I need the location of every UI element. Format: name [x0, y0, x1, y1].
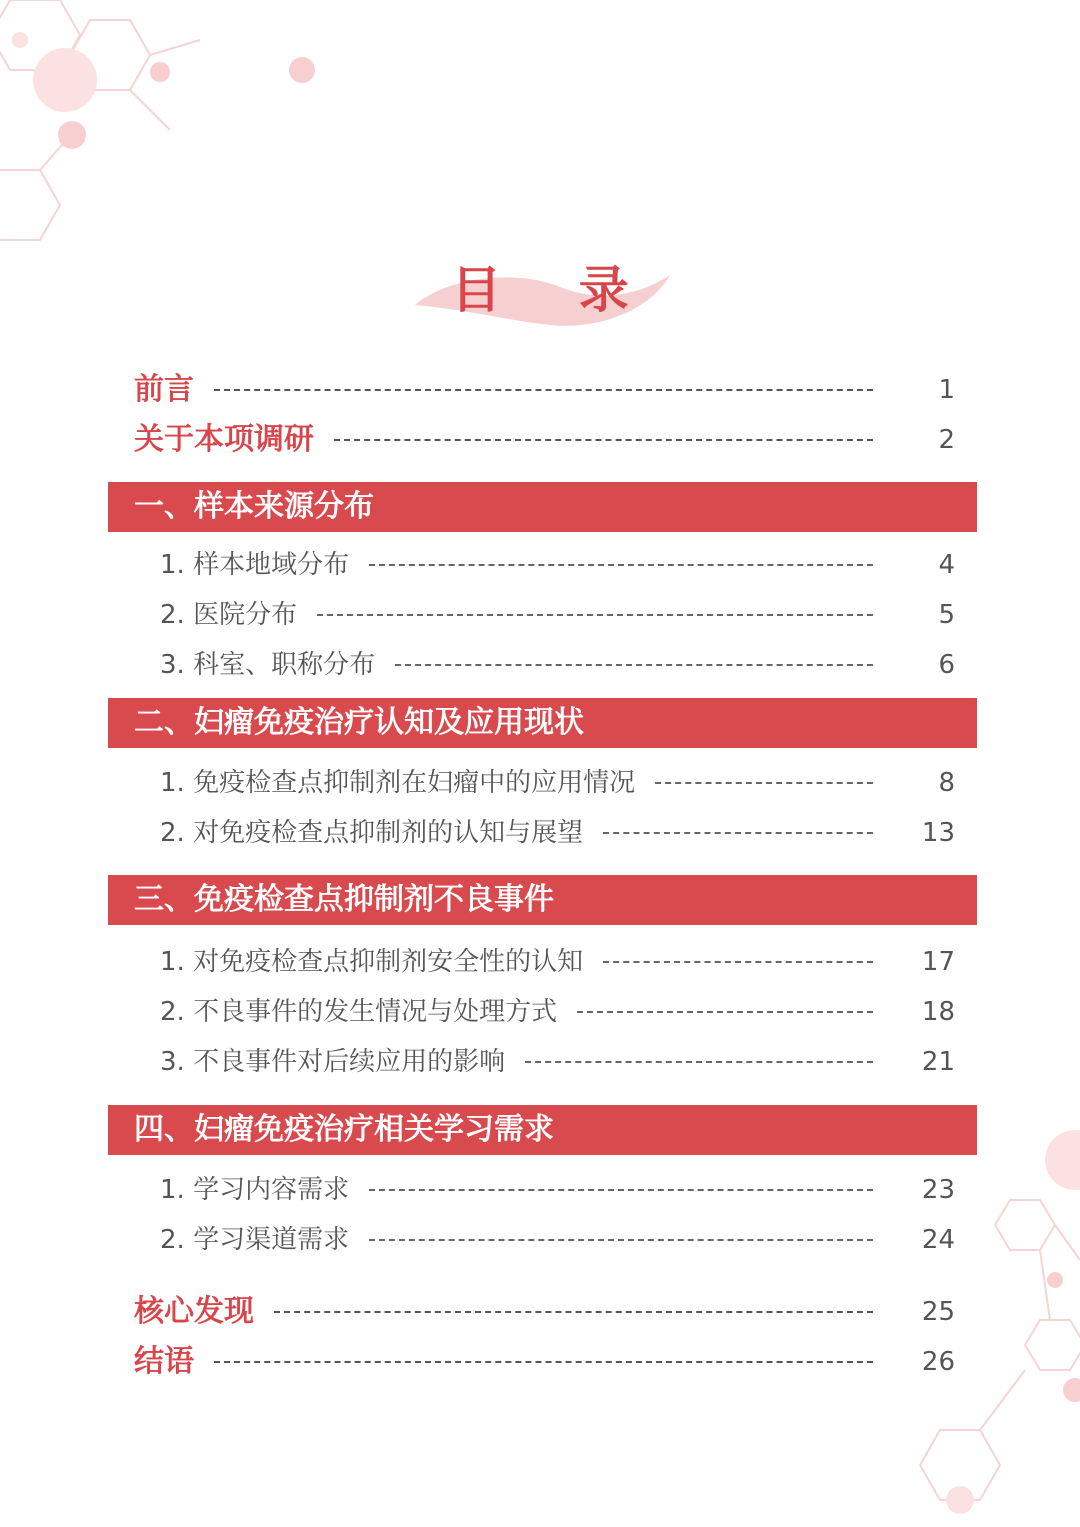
toc-leader-dots [334, 439, 873, 441]
toc-entry[interactable] [0, 365, 1080, 415]
toc-leader-dots [369, 1189, 873, 1191]
toc-sub-entry[interactable] [0, 640, 1080, 690]
toc-entry-label: 1. 样本地域分布 [160, 550, 350, 580]
toc-section-header[interactable]: 三、免疫检查点抑制剂不良事件 [108, 875, 977, 925]
toc-page-number: 18 [921, 997, 955, 1027]
toc-page-number: 23 [921, 1175, 955, 1205]
toc-section-header[interactable]: 二、妇瘤免疫治疗认知及应用现状 [108, 698, 977, 748]
toc-entry-label: 2. 不良事件的发生情况与处理方式 [160, 997, 558, 1027]
toc-sub-entry[interactable] [0, 758, 1080, 808]
toc-leader-dots [214, 1361, 873, 1363]
toc-leader-dots [274, 1311, 873, 1313]
toc-entry-label: 关于本项调研 [134, 422, 314, 457]
toc-sub-entry[interactable] [0, 540, 1080, 590]
toc-leader-dots [655, 782, 873, 784]
toc-page-number: 26 [921, 1347, 955, 1377]
toc-entry-label: 核心发现 [134, 1294, 254, 1329]
toc-page-number: 17 [921, 947, 955, 977]
toc-page-number: 1 [938, 375, 955, 405]
toc-sub-entry[interactable] [0, 1037, 1080, 1087]
page-title: 目 录 [451, 261, 659, 319]
toc-page-number: 13 [921, 818, 955, 848]
toc-entry-label: 前言 [134, 372, 194, 407]
toc-section-header[interactable]: 四、妇瘤免疫治疗相关学习需求 [108, 1105, 977, 1155]
toc-sub-entry[interactable] [0, 987, 1080, 1037]
toc-leader-dots [395, 664, 873, 666]
toc-entry-label: 结语 [134, 1344, 194, 1379]
toc-entry-label: 3. 科室、职称分布 [160, 650, 376, 680]
toc-entry-label: 2. 对免疫检查点抑制剂的认知与展望 [160, 818, 584, 848]
toc-leader-dots [214, 389, 873, 391]
toc-leader-dots [369, 1239, 873, 1241]
toc-entry-label: 1. 对免疫检查点抑制剂安全性的认知 [160, 947, 584, 977]
toc-page-number: 25 [921, 1297, 955, 1327]
toc-page-number: 6 [938, 650, 955, 680]
toc-entry-label: 1. 学习内容需求 [160, 1175, 350, 1205]
toc-entry-label: 1. 免疫检查点抑制剂在妇瘤中的应用情况 [160, 768, 636, 798]
toc-page-number: 2 [938, 425, 955, 455]
toc-page-number: 4 [938, 550, 955, 580]
toc-sub-entry[interactable] [0, 590, 1080, 640]
toc-sub-entry[interactable] [0, 937, 1080, 987]
toc-leader-dots [525, 1061, 873, 1063]
toc-sub-entry[interactable] [0, 1215, 1080, 1265]
toc-entry[interactable] [0, 1337, 1080, 1387]
toc-page-number: 21 [921, 1047, 955, 1077]
toc-entry-label: 2. 医院分布 [160, 600, 298, 630]
toc-leader-dots [317, 614, 873, 616]
toc-sub-entry[interactable] [0, 1165, 1080, 1215]
toc-entry[interactable] [0, 415, 1080, 465]
toc-entry-label: 3. 不良事件对后续应用的影响 [160, 1047, 506, 1077]
toc-page-number: 24 [921, 1225, 955, 1255]
toc-page-number: 5 [938, 600, 955, 630]
toc-section-header[interactable]: 一、样本来源分布 [108, 482, 977, 532]
toc-leader-dots [577, 1011, 873, 1013]
toc-sub-entry[interactable] [0, 808, 1080, 858]
toc-entry[interactable] [0, 1287, 1080, 1337]
toc-leader-dots [369, 564, 873, 566]
toc-page-number: 8 [938, 768, 955, 798]
toc-leader-dots [603, 961, 873, 963]
toc-entry-label: 2. 学习渠道需求 [160, 1225, 350, 1255]
toc-leader-dots [603, 832, 873, 834]
